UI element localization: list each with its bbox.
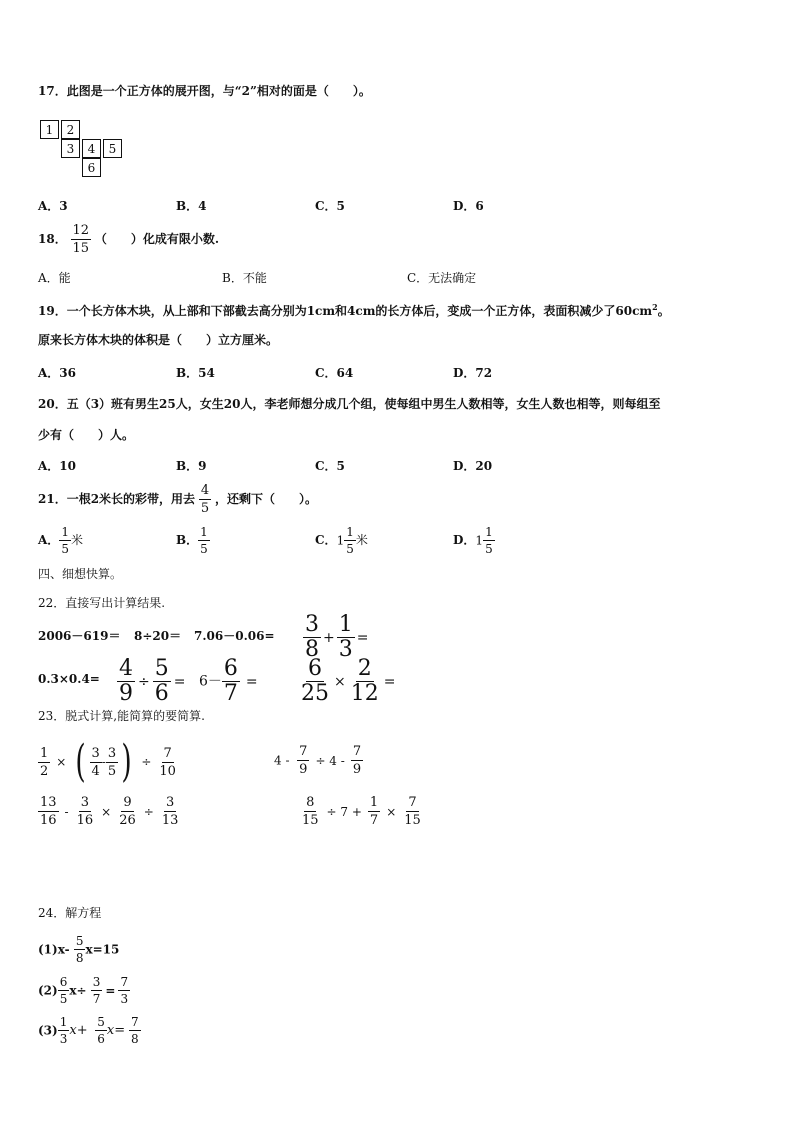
fraction-numerator: 1 <box>40 745 49 761</box>
equals-sign: = <box>105 983 116 998</box>
fraction-denominator: 10 <box>159 763 176 779</box>
option-fraction <box>344 526 356 555</box>
fraction <box>91 976 103 1005</box>
fraction-numerator: 5 <box>75 934 84 948</box>
fraction-numerator: 7 <box>408 795 417 810</box>
net-cell: 3 <box>61 139 80 158</box>
q22-item-2: 8÷20＝ <box>134 629 182 643</box>
fraction <box>402 796 423 827</box>
q22-item-7 <box>199 658 264 705</box>
net-cell: 5 <box>103 139 122 158</box>
fraction-numerator: 4 <box>200 483 210 498</box>
q20-option-a: A．10 <box>38 459 77 473</box>
q18-fraction <box>71 224 92 255</box>
fraction-numerator: 9 <box>123 795 132 810</box>
fraction-denominator: 9 <box>352 762 362 777</box>
fraction <box>38 747 50 778</box>
q17-option-c: C．5 <box>315 199 345 213</box>
fraction-numerator: 6 <box>223 656 238 681</box>
q22-item-4 <box>303 614 370 661</box>
fraction <box>58 976 70 1005</box>
fraction <box>129 1016 141 1045</box>
q21-option-d <box>453 526 495 555</box>
q20-option-c: C．5 <box>315 459 345 473</box>
fraction <box>106 747 118 778</box>
q18-stem <box>38 224 219 255</box>
q19-option-a: A．36 <box>38 366 77 380</box>
fraction-numerator: 4 <box>119 656 133 681</box>
q24-equation-2 <box>38 976 130 1005</box>
fraction <box>75 796 96 827</box>
operator: + <box>323 629 335 646</box>
q23-expr-3 <box>38 796 180 827</box>
fraction-denominator: 9 <box>119 681 133 706</box>
fraction-numerator: 6 <box>59 975 68 989</box>
fraction-denominator: 25 <box>301 681 329 706</box>
operator: × <box>386 804 397 819</box>
fraction <box>349 658 381 705</box>
fraction-numerator: 3 <box>165 795 175 810</box>
q19-text: 19．一个长方体木块，从上部和下部截去高分别为1cm和4cm的长方体后，变成一个正方体，表面积减少了60cm <box>38 304 653 318</box>
q22-item-3: 7.06－0.06= <box>194 629 275 643</box>
fraction-denominator: 8 <box>305 637 319 662</box>
fraction-denominator: 2 <box>40 763 49 779</box>
q18-option-c: C．无法确定 <box>407 271 477 285</box>
fraction-denominator: 5 <box>485 542 493 556</box>
fraction-numerator: 13 <box>40 795 57 810</box>
right-parenthesis: ) <box>121 736 132 787</box>
net-cell: 1 <box>40 120 59 139</box>
operator: - <box>64 804 69 819</box>
fraction-denominator: 12 <box>350 681 379 706</box>
fraction-denominator: 5 <box>346 542 354 556</box>
equation-label: (3) <box>38 1023 58 1038</box>
equation-label: (2) <box>38 983 58 998</box>
q18-number: 18． <box>38 232 67 246</box>
fraction-numerator: 1 <box>346 525 354 539</box>
fraction <box>297 745 309 776</box>
q17-option-b: B．4 <box>176 199 207 213</box>
q20-option-d: D．20 <box>453 459 493 473</box>
fraction-numerator: 8 <box>306 795 315 810</box>
fraction-numerator: 1 <box>338 612 353 637</box>
equals-sign: = <box>245 673 258 690</box>
q21-option-a <box>38 526 83 555</box>
q18-option-a: A．能 <box>38 271 71 285</box>
fraction-numerator: 1 <box>61 525 69 539</box>
q19-option-b: B．54 <box>176 366 215 380</box>
equals-sign: = <box>383 673 396 690</box>
q21-stem <box>38 484 317 515</box>
mixed-whole: 1 <box>475 533 484 548</box>
option-label: D． <box>453 533 476 547</box>
equation-rest: x=15 <box>85 942 120 957</box>
fraction-denominator: 8 <box>75 951 84 965</box>
fraction-numerator: 3 <box>305 612 319 637</box>
operator: - <box>101 755 106 769</box>
fraction-denominator: 4 <box>91 763 100 779</box>
q21-option-b <box>176 526 210 555</box>
fraction <box>299 658 331 705</box>
q23-expr-1 <box>38 736 178 787</box>
q22-stem: 22．直接写出计算结果. <box>38 596 166 610</box>
option-unit: 米 <box>70 533 83 547</box>
fraction <box>222 658 240 705</box>
operator: × <box>101 804 112 819</box>
fraction <box>368 796 380 827</box>
fraction-numerator: 5 <box>154 656 169 681</box>
fraction-numerator: 3 <box>80 795 90 810</box>
operator: ÷ 7 + <box>326 804 362 819</box>
fraction <box>95 1016 107 1045</box>
fraction-denominator: 15 <box>302 813 319 828</box>
mixed-whole: 1 <box>336 533 345 548</box>
fraction-denominator: 5 <box>200 501 210 516</box>
q24-equation-3 <box>38 1016 141 1045</box>
fraction-numerator: 1 <box>200 525 208 539</box>
equals-sign: = <box>356 629 369 646</box>
section-heading: 四、细想快算。 <box>38 567 123 581</box>
equals-sign: = <box>173 673 186 690</box>
option-fraction <box>198 526 210 555</box>
fraction-denominator: 7 <box>369 813 379 828</box>
q23-expr-2 <box>274 745 363 776</box>
fraction-denominator: 13 <box>161 813 179 828</box>
q19-option-d: D．72 <box>453 366 493 380</box>
fraction-denominator: 15 <box>72 241 90 256</box>
q20-option-b: B．9 <box>176 459 207 473</box>
q21-fraction <box>199 484 211 515</box>
operator: × <box>334 673 346 690</box>
fraction-denominator: 5 <box>200 542 208 556</box>
q23-stem: 23．脱式计算,能简算的要简算. <box>38 709 205 723</box>
q21-option-c <box>315 526 368 555</box>
fraction-numerator: 3 <box>92 975 101 989</box>
fraction-denominator: 7 <box>92 992 101 1006</box>
fraction-numerator: 1 <box>485 525 493 539</box>
q20-line2: 少有（ ）人。 <box>38 428 135 442</box>
option-label: C． <box>315 533 337 547</box>
operator: ÷ <box>143 804 154 819</box>
net-cell: 2 <box>61 120 80 139</box>
fraction-numerator: 1 <box>369 795 379 810</box>
q17-stem: 17．此图是一个正方体的展开图，与“2”相对的面是（ ）。 <box>38 84 371 98</box>
net-cell: 6 <box>82 158 101 177</box>
operator: ÷ <box>141 755 152 769</box>
fraction-denominator: 26 <box>119 813 136 828</box>
net-cell: 4 <box>82 139 101 158</box>
q23-expr-4 <box>300 796 423 827</box>
fraction <box>300 796 321 827</box>
fraction <box>117 796 138 827</box>
option-fraction <box>483 526 495 555</box>
fraction <box>157 747 178 778</box>
q22-item-5: 0.3×0.4= <box>38 672 100 686</box>
q21-text: 21．一根2米长的彩带，用去 <box>38 492 196 506</box>
fraction <box>74 935 86 964</box>
left-parenthesis: ( <box>75 736 87 787</box>
leading-term: 4 - <box>274 753 290 768</box>
fraction <box>117 658 135 705</box>
equation-operator: x= <box>106 1023 126 1038</box>
operator: ÷ <box>138 673 150 690</box>
fraction-numerator: 12 <box>72 223 90 238</box>
fraction-denominator: 5 <box>61 542 69 556</box>
fraction <box>38 796 59 827</box>
option-label: A． <box>38 533 60 547</box>
q18-text: （ ）化成有限小数. <box>94 232 220 246</box>
operator: ÷ 4 - <box>315 753 345 768</box>
fraction-numerator: 5 <box>97 1015 105 1029</box>
fraction <box>351 745 363 776</box>
q24-stem: 24．解方程 <box>38 906 102 920</box>
q17-option-d: D．6 <box>453 199 484 213</box>
q20-line1: 20．五（3）班有男生25人，女生20人，李老师想分成几个组，使每组中男生人数相等，女生人数也相等，则每组至 <box>38 397 661 411</box>
fraction-numerator: 1 <box>59 1015 68 1029</box>
fraction-denominator: 3 <box>338 637 353 662</box>
fraction-denominator: 5 <box>59 992 68 1006</box>
equation-operator: x+ <box>69 1023 88 1038</box>
fraction-denominator: 3 <box>59 1032 68 1046</box>
leading-term: 6－ <box>199 673 222 690</box>
q19-line1 <box>38 303 670 317</box>
q24-equation-1 <box>38 935 119 964</box>
fraction-denominator: 5 <box>107 763 117 779</box>
q19-line2: 原来长方体木块的体积是（ ）立方厘米。 <box>38 333 279 347</box>
fraction-denominator: 6 <box>154 681 169 706</box>
fraction <box>90 747 102 778</box>
fraction-numerator: 7 <box>120 975 129 989</box>
fraction-denominator: 15 <box>404 813 421 828</box>
operator: × <box>56 755 67 769</box>
fraction <box>153 658 171 705</box>
fraction-denominator: 16 <box>76 813 94 828</box>
equation-label: (1)x- <box>38 942 70 957</box>
fraction-numerator: 7 <box>299 744 308 759</box>
q19-option-c: C．64 <box>315 366 354 380</box>
q18-option-b: B．不能 <box>222 271 267 285</box>
fraction-denominator: 9 <box>299 762 308 777</box>
q21-text-end: ，还剩下（ ）。 <box>215 492 318 506</box>
fraction-denominator: 16 <box>40 813 57 828</box>
option-unit: 米 <box>355 533 368 547</box>
option-label: B． <box>176 533 199 547</box>
fraction-denominator: 6 <box>97 1032 105 1046</box>
equation-operator: x÷ <box>69 983 87 998</box>
q22-item-1: 2006－619＝ <box>38 629 121 643</box>
q22-item-6 <box>117 658 188 705</box>
fraction-denominator: 8 <box>130 1032 139 1046</box>
fraction <box>337 614 355 661</box>
fraction-numerator: 3 <box>91 745 100 761</box>
fraction-numerator: 7 <box>130 1015 139 1029</box>
fraction <box>58 1016 70 1045</box>
q19-period: 。 <box>657 304 670 318</box>
fraction-numerator: 7 <box>352 744 362 759</box>
q22-item-8 <box>299 658 398 705</box>
fraction-numerator: 2 <box>357 656 372 681</box>
fraction <box>118 976 130 1005</box>
fraction-numerator: 7 <box>163 745 172 761</box>
fraction-numerator: 6 <box>308 656 322 681</box>
fraction <box>160 796 181 827</box>
fraction <box>303 614 321 661</box>
option-fraction <box>59 526 71 555</box>
fraction-denominator: 3 <box>120 992 129 1006</box>
q17-option-a: A．3 <box>38 199 68 213</box>
fraction-numerator: 3 <box>107 745 117 761</box>
q19-superscript: 2 <box>652 302 658 312</box>
fraction-denominator: 7 <box>223 681 238 706</box>
